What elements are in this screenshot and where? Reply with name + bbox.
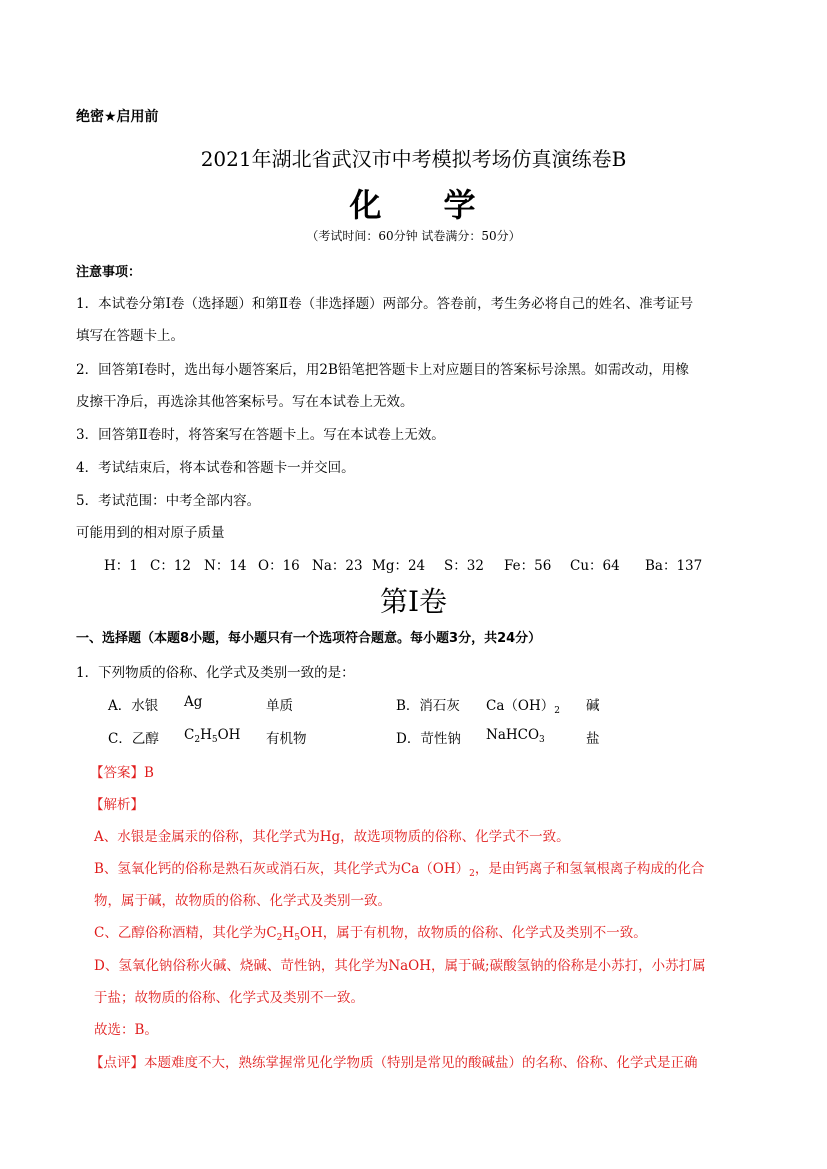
volume-title: 第Ⅰ卷 bbox=[379, 585, 448, 618]
analysis-choice: 故选：B。 bbox=[94, 1022, 158, 1038]
atomic-mass-mg: Mg：24 bbox=[372, 558, 426, 574]
subject-title bbox=[0, 180, 827, 226]
subject-char-1: 化 bbox=[349, 186, 384, 224]
note-1-line-1: 1．本试卷分第Ⅰ卷（选择题）和第Ⅱ卷（非选择题）两部分。答卷前，考生务必将自己的姓名、准考证号 bbox=[76, 296, 694, 312]
atomic-mass-fe: Fe：56 bbox=[504, 558, 552, 574]
note-5: 5．考试范围：中考全部内容。 bbox=[76, 493, 261, 509]
atomic-mass-heading: 可能用到的相对原子质量 bbox=[76, 525, 225, 541]
atomic-mass-c: C：12 bbox=[150, 558, 192, 574]
notes-heading: 注意事项： bbox=[76, 265, 142, 280]
note-2-line-2: 皮擦干净后，再选涂其他答案标号。写在本试卷上无效。 bbox=[76, 394, 414, 410]
option-a-label: A．水银 bbox=[108, 698, 159, 714]
analysis-a: A、水银是金属汞的俗称，其化学式为Hg，故选项物质的俗称、化学式不一致。 bbox=[94, 829, 570, 845]
answer-label: 【答案】B bbox=[90, 765, 154, 781]
note-4: 4．考试结束后，将本试卷和答题卡一并交回。 bbox=[76, 460, 355, 476]
option-c-category: 有机物 bbox=[266, 731, 307, 747]
comment-line: 【点评】本题难度不大，熟练掌握常见化学物质（特别是常见的酸碱盐）的名称、俗称、化学式是正确 bbox=[90, 1055, 698, 1071]
analysis-c: C、乙醇俗称酒精，其化学为$C_2H_5OH$，属于有机物，故物质的俗称、化学式及类别不一致。 bbox=[94, 925, 647, 943]
analysis-label: 【解析】 bbox=[90, 797, 144, 813]
part-heading: 一、选择题（本题8小题，每小题只有一个选项符合题意。每小题3分，共24分） bbox=[76, 631, 542, 646]
atomic-mass-o: O：16 bbox=[258, 558, 300, 574]
option-b-formula: $Ca(OH)_2$ bbox=[486, 698, 560, 716]
atomic-mass-na: Na：23 bbox=[312, 558, 363, 574]
note-1-line-2: 填写在答题卡上。 bbox=[76, 328, 184, 344]
question-1-stem: 1．下列物质的俗称、化学式及类别一致的是： bbox=[76, 665, 355, 681]
exam-title: 2021年湖北省武汉市中考模拟考场仿真演练卷B bbox=[200, 147, 627, 171]
atomic-mass-cu: Cu：64 bbox=[570, 558, 620, 574]
confidential-label: 绝密★启用前 bbox=[76, 109, 159, 125]
option-d-formula: NaHCO$_3$ bbox=[486, 727, 545, 745]
atomic-mass-s: S：32 bbox=[444, 558, 484, 574]
option-b-label: B．消石灰 bbox=[396, 698, 460, 714]
option-a-category: 单质 bbox=[266, 698, 293, 714]
note-3: 3．回答第Ⅱ卷时，将答案写在答题卡上。写在本试卷上无效。 bbox=[76, 427, 445, 443]
option-d-label: D．苛性钠 bbox=[396, 731, 461, 747]
note-2-line-1: 2．回答第Ⅰ卷时，选出每小题答案后，用2B铅笔把答题卡上对应题目的答案标号涂黑。如需改动，用橡 bbox=[76, 362, 689, 378]
atomic-mass-h: H：1 bbox=[104, 558, 138, 574]
subject-char-2: 学 bbox=[443, 186, 478, 224]
option-b-category: 碱 bbox=[586, 698, 600, 714]
analysis-d-line-1: D、氢氧化钠俗称火碱、烧碱、苛性钠，其化学为NaOH，属于碱;碳酸氢钠的俗称是小苏打，小苏打属 bbox=[94, 958, 706, 974]
option-d-category: 盐 bbox=[586, 731, 600, 747]
option-c-label: C．乙醇 bbox=[108, 731, 159, 747]
atomic-mass-ba: Ba：137 bbox=[645, 558, 703, 574]
exam-time-info: （考试时间：60分钟 试卷满分：50分） bbox=[306, 229, 521, 243]
atomic-mass-n: N：14 bbox=[204, 558, 247, 574]
analysis-b-line-1: B、氢氧化钙的俗称是熟石灰或消石灰，其化学式为$Ca(OH)_2$，是由钙离子和氢氧根离子构成的化合 bbox=[94, 861, 705, 879]
analysis-b-line-2: 物，属于碱，故物质的俗称、化学式及类别一致。 bbox=[94, 893, 391, 909]
analysis-d-line-2: 于盐；故物质的俗称、化学式及类别不一致。 bbox=[94, 990, 364, 1006]
option-c-formula: $C_2H_5OH$ bbox=[184, 727, 241, 745]
option-a-formula: Ag bbox=[184, 694, 203, 710]
